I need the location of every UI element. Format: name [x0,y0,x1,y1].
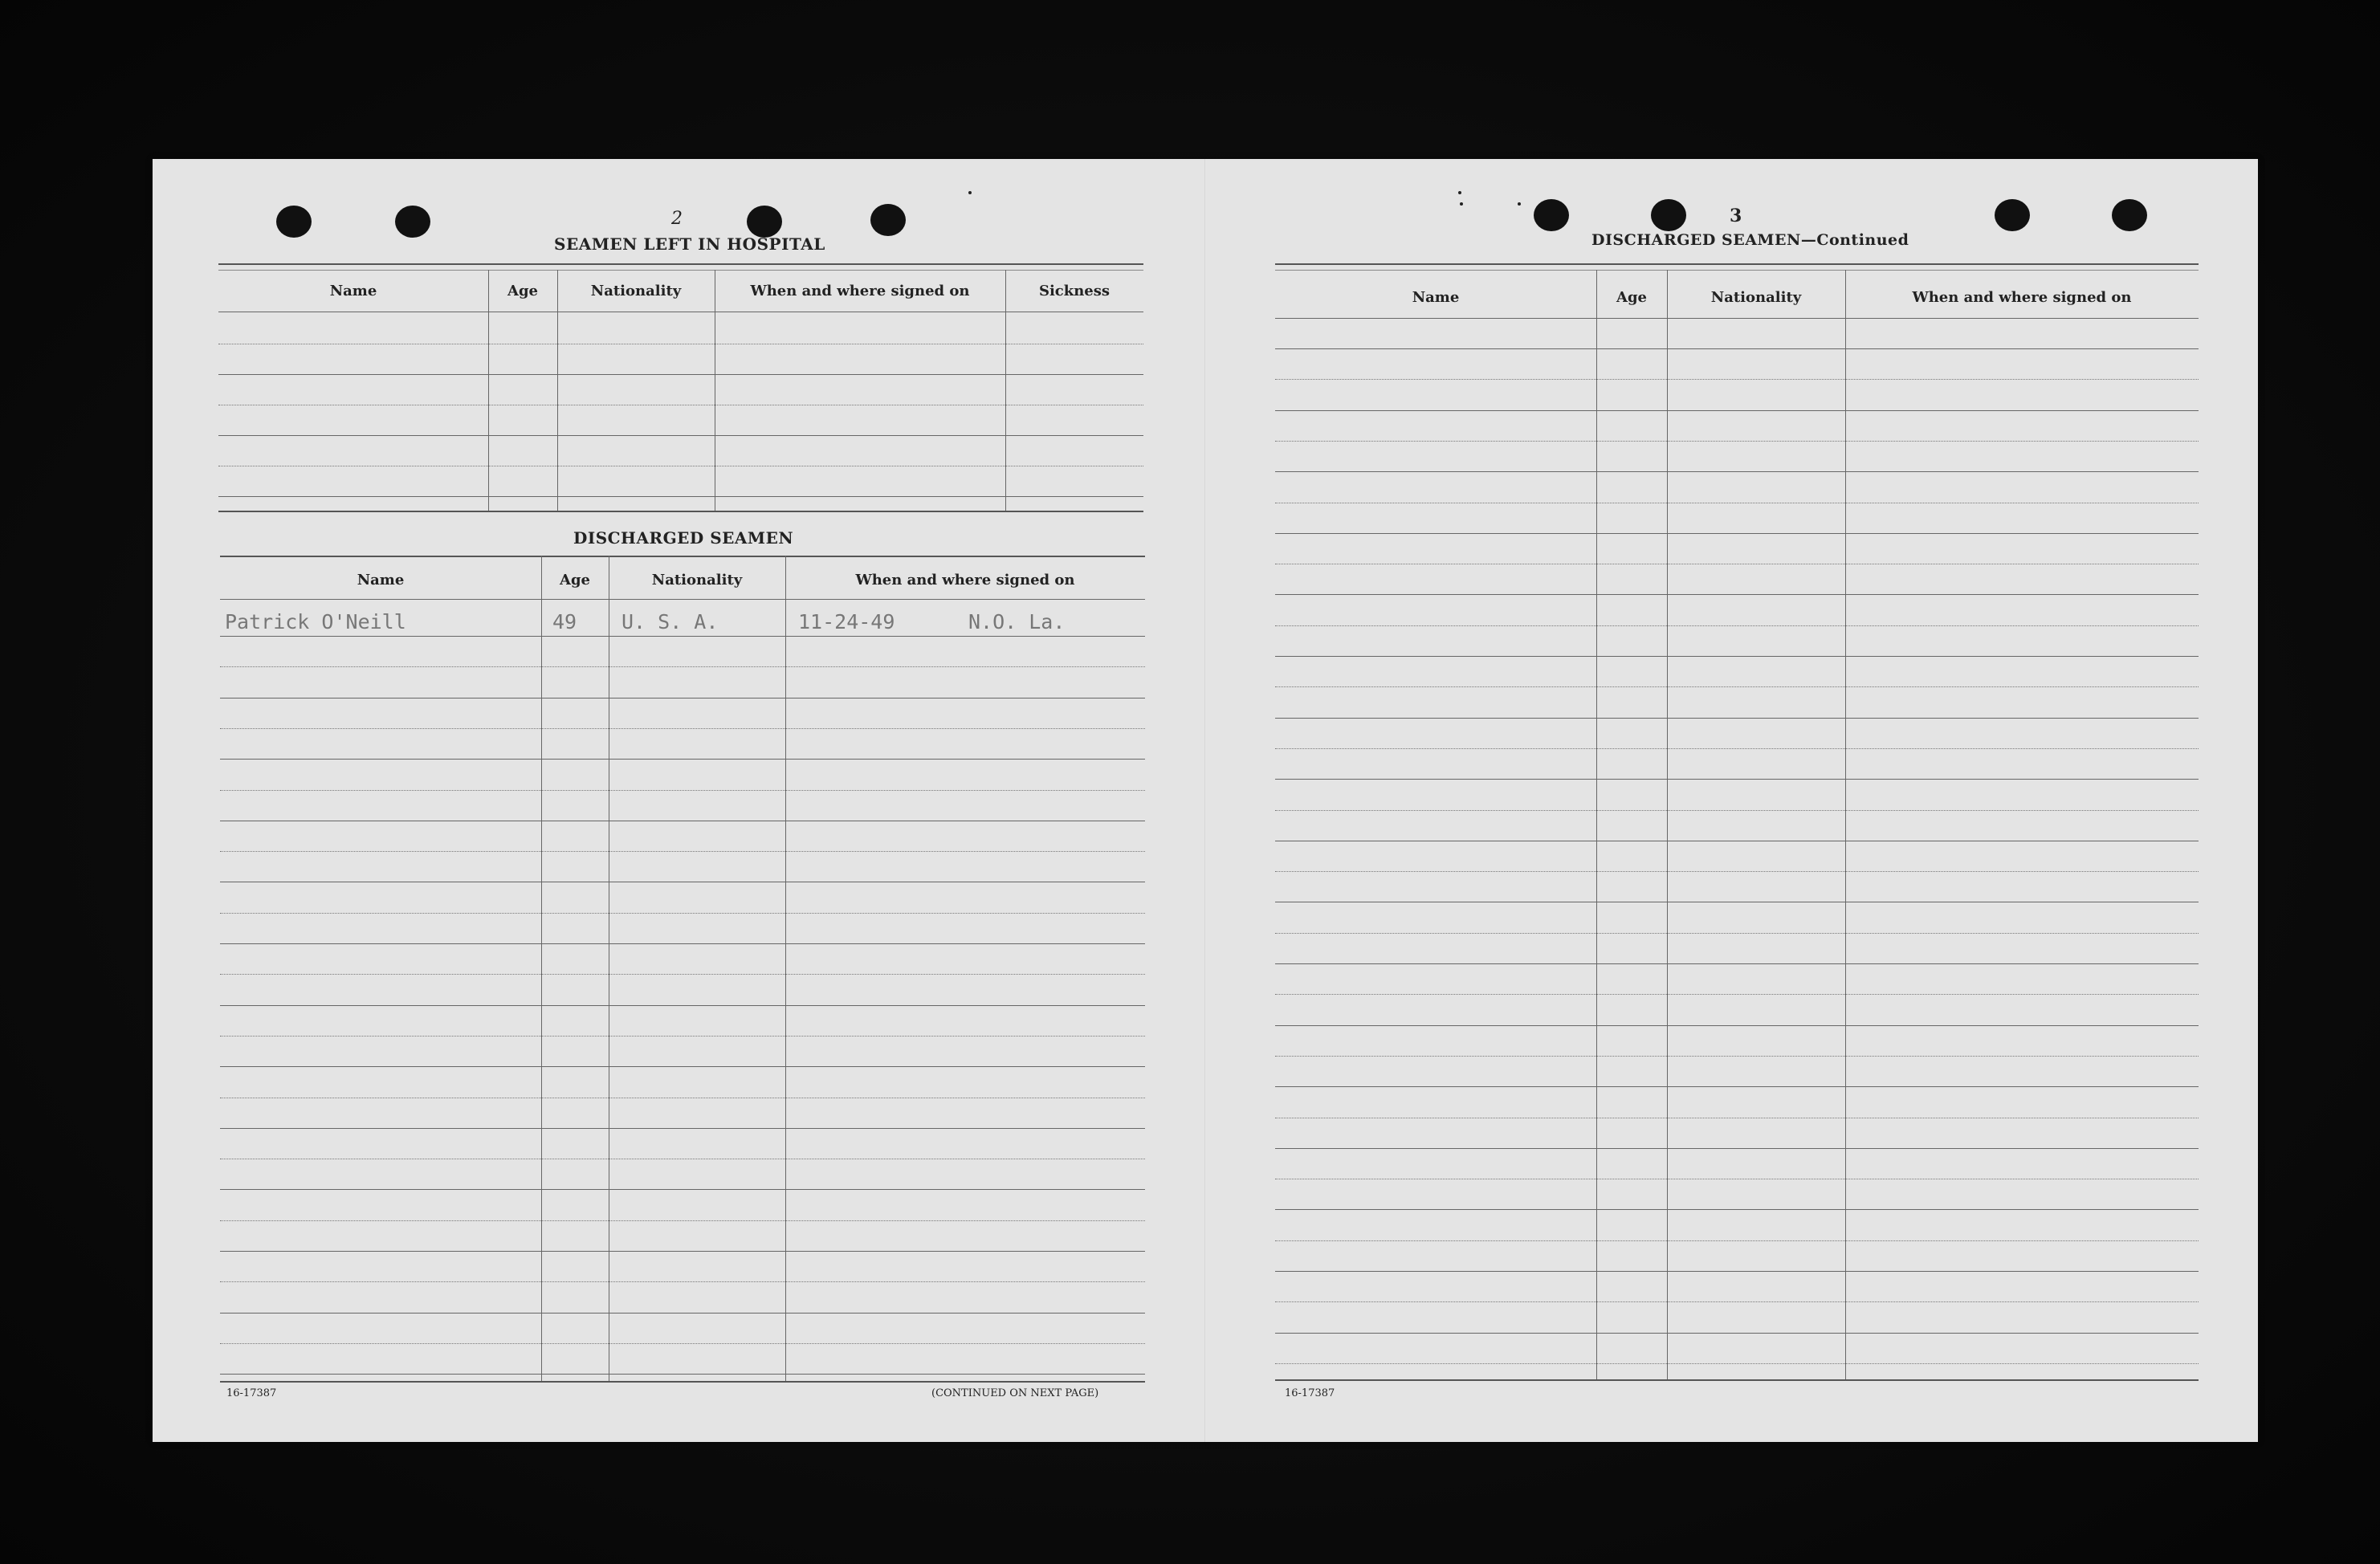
punch-hole [1651,199,1686,231]
seaman-name: Patrick O'Neill [225,610,406,633]
punch-hole [1995,199,2030,231]
discharged-section-title: DISCHARGED SEAMEN [573,528,794,548]
ruled-line [220,698,1145,699]
ruled-line [1275,718,2199,719]
discharged-col-signed-on: When and where signed on [855,572,1075,589]
ruled-line [1275,994,2199,995]
punch-hole [1534,199,1569,231]
ruled-line [1275,471,2199,472]
ruled-line [1275,1209,2199,1210]
ruled-line [220,974,1145,975]
discharged-col-age: Age [559,572,590,589]
ruled-line [1275,625,2199,626]
ruled-line [1275,441,2199,442]
hospital-col-sickness: Sickness [1038,283,1111,299]
hospital-section-title: SEAMEN LEFT IN HOSPITAL [554,234,825,254]
ruled-line [1275,1025,2199,1026]
center-fold [1204,159,1206,1442]
continued-col-name: Name [1412,289,1460,306]
ruled-line [1275,779,2199,780]
ruled-line [1275,1271,2199,1272]
ruled-line [1275,1333,2199,1334]
hospital-col-signed-on: When and where signed on [750,283,970,299]
punch-hole [747,206,782,238]
ruled-line [220,636,1145,637]
ruled-line [220,1251,1145,1252]
continued-col-age: Age [1616,289,1647,306]
ruled-line [1275,1363,2199,1364]
ruled-line [1275,748,2199,749]
ruled-line [1275,594,2199,595]
ruled-line [220,728,1145,729]
ruled-line [1275,810,2199,811]
ruled-line [220,913,1145,914]
ruled-line [1275,410,2199,411]
ruled-line [1275,963,2199,964]
ruled-line [220,1189,1145,1190]
ruled-line [1275,348,2199,349]
ruled-line [1275,1301,2199,1302]
right-page-number: 3 [1730,206,1742,226]
right-form-number: 16-17387 [1285,1387,1335,1399]
speck [1460,202,1463,206]
ruled-line [220,1036,1145,1037]
ruled-line [1275,1056,2199,1057]
seaman-age: 49 [552,610,577,633]
ruled-line [220,1066,1145,1067]
ruled-line [1275,1086,2199,1087]
ruled-line [220,1005,1145,1006]
seaman-nationality: U. S. A. [621,610,719,633]
speck [1458,191,1461,194]
ledger-sheet [153,159,2258,1442]
ruled-line [220,851,1145,852]
ruled-line [1275,379,2199,380]
speck [1518,202,1521,206]
punch-hole [276,206,312,238]
left-page-number: 2 [671,209,683,229]
punch-hole [395,206,430,238]
discharged-col-name: Name [357,572,405,589]
speck [968,191,972,194]
ruled-line [1275,933,2199,934]
ruled-line [1275,1148,2199,1149]
ruled-line [1275,533,2199,534]
continued-col-nationality: Nationality [1710,289,1802,306]
ruled-line [220,943,1145,944]
ruled-line [220,759,1145,760]
ruled-line [220,790,1145,791]
seaman-signed-place: N.O. La. [968,610,1066,633]
punch-hole [870,204,906,236]
continued-col-signed-on: When and where signed on [1912,289,2132,306]
continued-note: (CONTINUED ON NEXT PAGE) [931,1387,1099,1399]
ruled-line [1275,871,2199,872]
discharged-continued-table [1275,263,2199,1381]
left-form-number: 16-17387 [226,1387,277,1399]
ruled-line [220,666,1145,667]
ruled-line [1275,656,2199,657]
discharged-col-nationality: Nationality [651,572,743,589]
right-section-title: DISCHARGED SEAMEN—Continued [1591,231,1909,249]
hospital-col-nationality: Nationality [590,283,682,299]
seaman-signed-date: 11-24-49 [798,610,895,633]
ruled-line [1275,1240,2199,1241]
ruled-line [220,1128,1145,1129]
hospital-col-name: Name [329,283,377,299]
ruled-line [220,1343,1145,1344]
ruled-line [220,1313,1145,1314]
ruled-line [1275,686,2199,687]
ruled-line [220,1281,1145,1282]
discharged-table [220,556,1145,1383]
ruled-line [220,1220,1145,1221]
hospital-col-age: Age [507,283,538,299]
ruled-line [220,1374,1145,1375]
punch-hole [2112,199,2147,231]
